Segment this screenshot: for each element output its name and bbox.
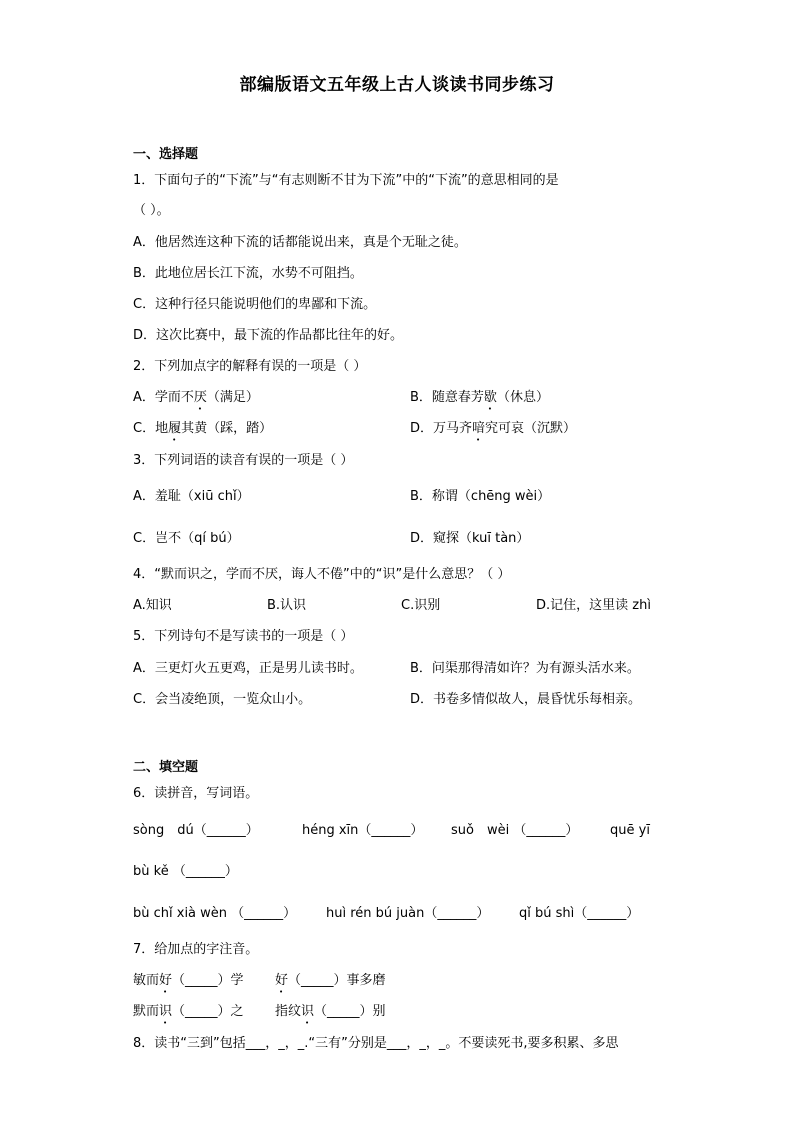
q7-row1-a[interactable]: 敏而好（_____）学 (133, 973, 244, 988)
q6-pinyin-7[interactable]: huì rén bú juàn（______） (326, 906, 490, 921)
section-heading-choice: 一、选择题 (133, 147, 199, 162)
q1-option-a: A．他居然连这种下流的话都能说出来，真是个无耻之徒。 (133, 235, 467, 250)
q4-option-a: A.知识 (133, 598, 172, 613)
q4-option-d: D.记住，这里读 zhì (536, 598, 651, 613)
q2-option-d: D．万马齐喑究可哀（沉默） (410, 421, 577, 436)
page-title: 部编版语文五年级上古人谈读书同步练习 (239, 75, 555, 95)
q6-pinyin-2[interactable]: héng xīn（______） (302, 823, 424, 838)
q4-option-c: C.识别 (401, 598, 441, 613)
q1-option-b: B．此地位居长江下流，水势不可阻挡。 (133, 266, 363, 281)
q3-option-a: A．羞耻（xiū chǐ） (133, 489, 250, 504)
q2-option-a: A．学而不厌（满足） (133, 390, 259, 405)
q1-paren: （ ）。 (133, 203, 170, 218)
q6-pinyin-5[interactable]: bù kě （______） (133, 864, 238, 879)
section-heading-fill: 二、填空题 (133, 760, 199, 775)
q3-option-c: C．岂不（qí bú） (133, 531, 240, 546)
q4-stem: 4．“默而识之，学而不厌，诲人不倦”中的“识”是什么意思？（ ） (133, 567, 511, 582)
q1-stem: 1．下面句子的“下流”与“有志则断不甘为下流”中的“下流”的意思相同的是 (133, 173, 559, 188)
q6-pinyin-8[interactable]: qǐ bú shì（______） (519, 906, 640, 921)
q5-stem: 5．下列诗句不是写读书的一项是（ ） (133, 629, 354, 644)
q3-stem: 3．下列词语的读音有误的一项是（ ） (133, 453, 354, 468)
q4-option-b: B.认识 (267, 598, 307, 613)
q6-pinyin-1[interactable]: sòng dú（______） (133, 823, 259, 838)
q1-option-c: C．这种行径只能说明他们的卑鄙和下流。 (133, 297, 377, 312)
q5-option-b: B．问渠那得清如许？为有源头活水来。 (410, 661, 640, 676)
q6-pinyin-3[interactable]: suǒ wèi （______） (451, 823, 579, 838)
q6-stem: 6．读拼音，写词语。 (133, 786, 259, 801)
q6-pinyin-6[interactable]: bù chǐ xià wèn （______） (133, 906, 297, 921)
q5-option-d: D．书卷多情似故人，晨昏忧乐每相亲。 (410, 692, 642, 707)
q2-stem: 2．下列加点字的解释有误的一项是（ ） (133, 359, 367, 374)
q2-option-b: B．随意春芳歇（休息） (410, 390, 549, 405)
q5-option-c: C．会当凌绝顶，一览众山小。 (133, 692, 312, 707)
q3-option-d: D．窥探（kuī tàn） (410, 531, 530, 546)
q8-text: 8．读书“三到”包括___，_，_.“三有”分别是___，_，_。不要读死书,要多积累、多思 (133, 1036, 619, 1051)
q7-row2-b[interactable]: 指纹识（_____）别 (275, 1004, 386, 1019)
q2-option-c: C．地履其黄（踩，踏） (133, 421, 273, 436)
q3-option-b: B．称谓（chēng wèi） (410, 489, 551, 504)
q1-option-d: D．这次比赛中，最下流的作品都比往年的好。 (133, 328, 404, 343)
q7-row1-b[interactable]: 好（_____）事多磨 (275, 973, 386, 988)
q6-pinyin-4: quē yī (610, 823, 650, 838)
q5-option-a: A．三更灯火五更鸡，正是男儿读书时。 (133, 661, 363, 676)
q7-row2-a[interactable]: 默而识（_____）之 (133, 1004, 244, 1019)
q7-stem: 7．给加点的字注音。 (133, 942, 259, 957)
